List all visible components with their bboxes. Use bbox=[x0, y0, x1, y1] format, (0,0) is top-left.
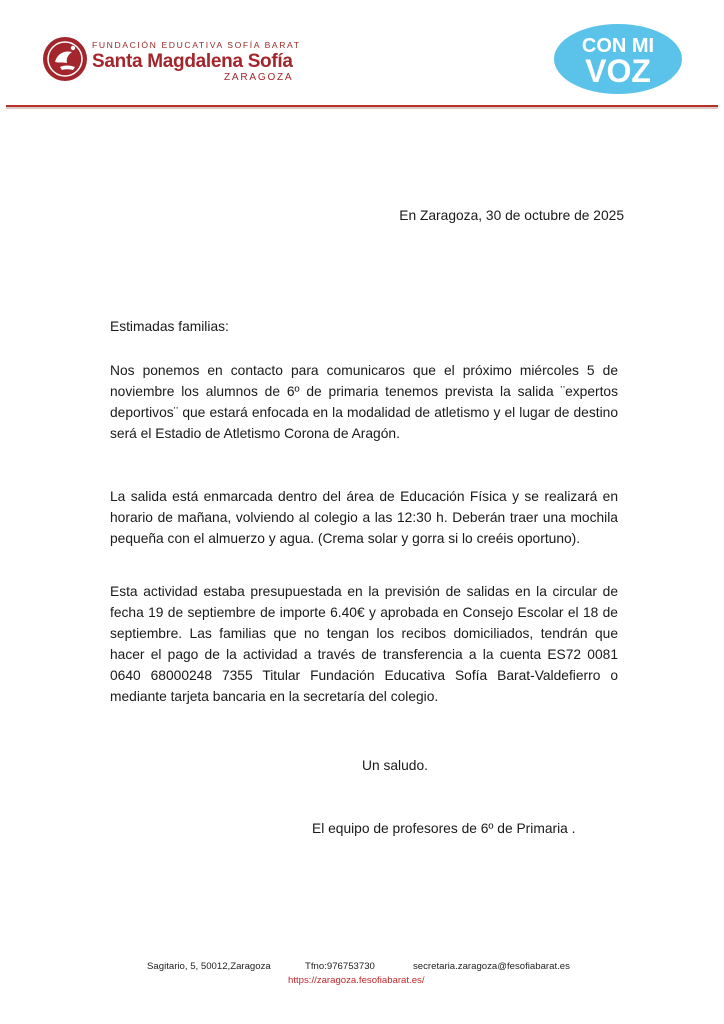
footer-phone: Tfno:976753730 bbox=[305, 961, 375, 972]
header-divider-shadow bbox=[6, 107, 718, 109]
footer-website-link[interactable]: https://zaragoza.fesofiabarat.es/ bbox=[288, 975, 425, 986]
letter-greeting: Estimadas familias: bbox=[110, 319, 229, 334]
badge-line1: CON MI bbox=[581, 35, 655, 57]
school-city: ZARAGOZA bbox=[224, 72, 294, 83]
foundation-name: FUNDACIÓN EDUCATIVA SOFÍA BARAT bbox=[92, 40, 301, 50]
letter-date: En Zaragoza, 30 de octubre de 2025 bbox=[399, 208, 624, 223]
con-mi-voz-badge bbox=[552, 22, 684, 96]
letter-paragraph-1: Nos ponemos en contacto para comunicaros que el próximo miércoles 5 de noviembre los alumnos de 6º de primaria tenemos prevista la salida ¨expertos deportivos¨ que estará enfocada en la modalidad de atletismo y el lugar de destino será el Estadio de Atletismo Corona de Aragón. bbox=[110, 363, 618, 441]
logo-text bbox=[92, 40, 301, 83]
letter-closing: Un saludo. bbox=[362, 758, 428, 773]
school-name: Santa Magdalena Sofía bbox=[92, 51, 293, 72]
letter-paragraph-2: La salida está enmarcada dentro del área de Educación Física y se realizará en horario de mañana, volviendo al colegio a las 12:30 h. Deberán traer una mochila pequeña con el almuerzo y agua. (Crema solar y gorra si lo creéis oportuno). bbox=[110, 489, 618, 546]
badge-line2: VOZ bbox=[585, 53, 651, 89]
footer-contact bbox=[0, 961, 724, 975]
footer-email[interactable]: secretaria.zaragoza@fesofiabarat.es bbox=[413, 961, 570, 972]
letter-paragraph-3: Esta actividad estaba presupuestada en la previsión de salidas en la circular de fecha 19 de septiembre de importe 6.40€ y aprobada en Consejo Escolar el 18 de septiembre. Las familias que no tengan los recibos domiciliados, tendrán que hacer el pago de la actividad a través de transferencia a la cuenta ES72 0081 0640 68000248 7355 Titular Fundación Educativa Sofía Barat-Valdefierro o mediante tarjeta bancaria en la secretaría del colegio. bbox=[110, 584, 618, 704]
school-emblem-icon bbox=[42, 36, 88, 82]
footer-address: Sagitario, 5, 50012,Zaragoza bbox=[147, 961, 271, 972]
school-logo bbox=[42, 36, 302, 86]
letter-signature: El equipo de profesores de 6º de Primaria . bbox=[312, 821, 576, 836]
